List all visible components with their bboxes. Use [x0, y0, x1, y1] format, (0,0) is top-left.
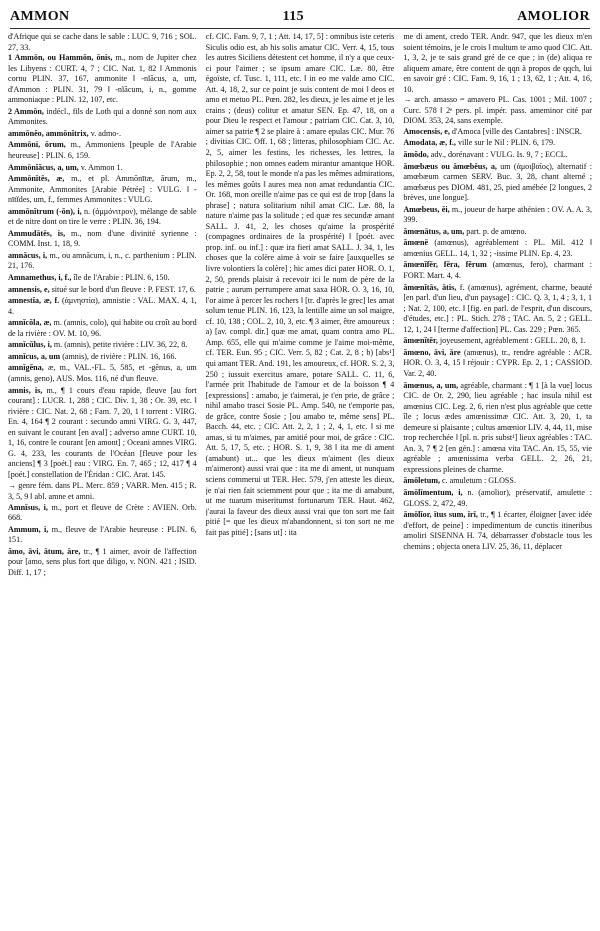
entry-definition: → arch. amasso = amavero PL. Cas. 1001 ; Mil. 1007 ; Curc. 578 ‖ 2ᵉ pers. pl. impér. pass. ameminor cité par DIOM. 353, 24, sans exemple.	[403, 95, 592, 126]
dictionary-entry	[8, 285, 197, 296]
entry-headword: Ammōnĭăcus, a, um,	[8, 162, 79, 172]
dictionary-entry	[206, 32, 395, 538]
entry-definition: m., ou amnăcum, i, n., c. parthenium : PLIN. 21, 176.	[8, 250, 197, 271]
dictionary-entry	[403, 381, 592, 476]
dictionary-entry	[8, 547, 197, 579]
dictionary-entry	[8, 503, 197, 524]
entry-headword: Amœbeus, ĕi,	[403, 204, 450, 214]
dictionary-entry	[8, 352, 197, 363]
entry-headword: amnensis, e,	[8, 284, 50, 294]
dictionary-entry	[8, 251, 197, 272]
entry-headword: ămœnĭfĕr, fĕra, fĕrum	[403, 260, 487, 270]
entry-definition: → genre fém. dans PL. Merc. 859 ; VARR. Men. 415 ; R. 3, 5, 9 ‖ abl. amne et amni.	[8, 481, 197, 501]
entry-definition: tr., ¶ 1 aimer, avoir de l'affection pour [amo, sens plus fort que diligo, v. NON. 421 ; ISID. Diff. 1, 17 ;	[8, 546, 197, 577]
entry-definition: (amnis), de rivière : PLIN. 16, 166.	[62, 351, 177, 361]
entry-headword: ămōlīmentum, i,	[403, 487, 463, 497]
dictionary-entry	[403, 476, 592, 487]
dictionary-entry	[8, 386, 197, 481]
entry-definition: (amœnus, fero), charmant : FORT. Mart. 4, 4.	[403, 260, 592, 281]
entry-definition: adv., dorénavant : VULG. Is. 9, 7 ; ECCL.	[430, 150, 568, 160]
dictionary-entry	[8, 363, 197, 384]
dictionary-entry	[403, 510, 592, 552]
dictionary-entry	[8, 525, 197, 546]
entry-headword: amnĭcŭlus, i,	[8, 340, 52, 350]
dictionary-entry	[8, 129, 197, 140]
entry-headword: amnăcus, i,	[8, 250, 48, 260]
entry-definition: agréable, charmant : ¶ 1 [à la vue] locus CIC. de Or. 2, 290, lieu agréable ; hac insula nihil est amœnius CIC. Leg. 2, 6, rien n'est plus agréable que cette île ; locus ædes amœnissimæ CIC. Att. 3, 20, 1, ta demeure si plaisante ; cultus amœnior LIV. 4, 44, 11, mise trop recherchée ‖ [pl. n. pris subst¹] lieux agréables : TAC. An. 3, 7 ¶ 2 [en gén.] : amœna vita TAC. An. 15, 55, vie agréable ; amœnissima verba GELL. 2, 26, 21, expressions pleines de charme.	[403, 380, 592, 474]
dictionary-entry	[8, 340, 197, 351]
left-guide-word: AMMON	[10, 9, 70, 24]
entry-headword: Amnīsus, i,	[8, 502, 48, 512]
entry-headword: ammōnĭtrum (-ŏn), i,	[8, 206, 82, 216]
entry-headword: ămœnē	[403, 238, 429, 248]
entry-definition: f. (amœnus), agrément, charme, beauté [en parl. d'un lieu, d'un paysage] : CIC. Q. 3, 1, 4 ; 3, 1, 1 ; Nat. 2, 100, etc. ‖ [fig. en parl. de l'esprit, d'un discours, d'études, etc.] : PL. Stich. 278 ; TAC. An. 5, 2 ; GELL. 12, 1, 24 ‖ [terme d'affection] PL. Cas. 229 ; Pœn. 365.	[403, 282, 592, 334]
entry-definition: île de l'Arabie : PLIN. 6, 150.	[73, 273, 170, 283]
column-3	[403, 32, 592, 927]
entry-definition: m., nom de Jupiter chez les Libyens : CURT. 4, 7 ; CIC. Nat. 1, 82 ‖ Ammonis cornu PLIN. 37, 167, ammonite ‖ -nĭăcus, a, um, d'Ammon : PLIN. 31, 79 ‖ -nĭăcum, i, n., gomme ammoniaque : PLIN. 12, 107, etc.	[8, 53, 197, 105]
entry-headword: ămōletum,	[403, 476, 440, 486]
entry-headword: ămœnus, a, um,	[403, 380, 459, 390]
entry-definition: (amœnus), tr., rendre agréable : ACR. HOR. O. 3, 4, 15 ‖ réjouir : CYPR. Ep. 2, 1 ; CASSIOD. Var. 2, 40.	[403, 347, 592, 378]
header-rule	[10, 28, 590, 29]
entry-headword: ămōlĭor, ītus sum, īrī,	[403, 510, 478, 520]
dictionary-entry	[403, 138, 592, 149]
entry-definition: v. admo-.	[90, 128, 122, 138]
entry-definition: m. (amnis, colo), qui habite ou croît au bord de la rivière : OV. M. 10, 96.	[8, 318, 197, 338]
dictionary-entry	[403, 205, 592, 226]
entry-headword: ammōnĕo, ammōnĭtrix,	[8, 128, 89, 138]
entry-definition: indécl., fils de Loth qui a donné son nom aux Ammonites.	[8, 106, 197, 127]
entry-definition: ville sur le Nil : PLIN. 6, 179.	[457, 138, 556, 148]
entry-definition: d'Afrique qui se cache dans le sable : LUC. 9, 716 ; SOL. 27, 33.	[8, 32, 197, 52]
entry-headword: ămœnĭtās, ātis,	[403, 282, 457, 292]
entry-definition: m., nom d'une divinité syrienne : COMM. Inst. 1, 18, 9.	[8, 228, 197, 249]
entry-definition: m., et pl. Ammōnītæ, ārum, m., Ammonite, Ammonites [Arabie Pétrée] : VULG. ‖ -nītĭdes, um, f., femmes Ammonites : VULG.	[8, 174, 197, 205]
dictionary-entry	[403, 227, 592, 238]
dictionary-entry	[403, 127, 592, 138]
entry-definition: cf. CIC. Fam. 9, 7, 1 ; Att. 14, 17, 5] : omnibus iste ceteris Siculis odio est, ab his solis amatur CIC. Verr. 4, 15, tous les autres Siciliens détestent cet homme, il n'y a que ceux-ci pour l'aimer ; se ipsum amare CIC. Læ. 80, être égoïste, cf. Tusc. 1, 111, etc. ‖ in eo me valde amo CIC. Att. 4, 18, 2, sur ce point je suis content de moi ‖ deos et amo et metuo PL. Pœn. 282, les dieux, je les aime et je les crains ; (deus) colitur et amatur SEN. Ep. 47, 18, on a pour Dieu le respect et l'amour ; patriam CIC. Cat. 3, 10, aimer sa patrie ¶ 2 se plaire à : amare epulas CIC. Mur. 76 ; divitias CIC. Off. 1, 68 ; litteras, philosophiam CIC. Ac. 2, 5, aimer les festins, les richesses, les lettres, la philosophie ; non omnes eadem mirantur amantque HOR. Ep. 2, 2, 58, tout le monde n'a pas les mêmes admirations, les mêmes goûts ‖ aures mea non amat redundantia CIC. Or. 168, mon oreille n'aime pas ce qui est de trop [dans la phrase] ; natura solitarium nihil amat CIC. Læ. 88, la nature n'aime pas la solitude ; ed quæ res secundæ amant SALL. J. 41, 2, les choses qu'aime la prospérité (compagnes ordinaires de la prospérité) ‖ [poét. avec prop. inf. ou inf.] : quæ ira fieri amat SALL. J. 34, 1, les choses que la colère aime à voir se faire [auxquelles se livre volontiers la colère] ; hic ames dici pater HOR. O. 1, 2, 50, prends plaisir à recevoir ici le nom de père de la patrie ; aurum perrumpere amat saxa HOR. O. 3, 16, 10, l'or aime à percer les rochers ‖ [tr. d'après le grec] les amat solum tenue PLIN. 16, 123, la lentille aime un sol maigre, cf. 10, 138 ; COL. 2, 10, 3, etc. ¶ 3 aimer, être amoureux : a) [av. compl. dir.] quæ me amat, quam contra amo PL. Amp. 655, elle qui m'aime comme je l'aime moi-même, cf. TER. Eun. 95 ; CIC. Verr. 5, 82 ; Cat. 2, 8 ; b) [abs¹] qui amant TER. And. 191, les amoureux, cf. HOR. S. 2, 3, 250 ; iussuit exercitus amare, potare SALL. C. 11, 6, l'armée prit l'habitude de l'amour et de la boisson ¶ 4 [expressions] : amabo, je t'aimerai, je t'en prie, de grâce ; nihil amabo trasci Sosie PL. Amp. 540, ne t'emporte pas, de grâce, contre Sosie ; [ou amabo te, même sens] PL. Bacch. 44, etc. ; CIC. Att. 2, 2, 1 ; 2, 4, 1, etc. ‖ si me amas, si tu m'aimes, par amitié pour moi, de grâce : CIC. Att. 5, 17, 5, etc. ; HOR. S. 1, 9, 38 ‖ ita me di ament (amabunt) ut... que les dieux m'aiment (les dieux m'aimeront) aussi vrai que : ita me di ament, ut nunquam sciens commerui ut TER. Hec. 579, j'en atteste les dieux, je n'ai rien fait sciemment pour que ; ita me di amabunt, ut me tuarum miseritumst fortunarum TER. Haut. 462, j'aurai la faveur des dieux aussi vrai que ton sort me fait pitié [= que les dieux m'abandonnent, si ton sort ne me fait pas pitié] ; [sans ut] : ita	[205, 32, 395, 537]
entry-headword: Ammum, i,	[8, 524, 49, 534]
right-guide-word: AMOLIOR	[517, 9, 590, 24]
entry-definition: n. (ἀμμόνιτρον), mélange de sable et de nitre dont on tire le verre : PLIN. 36, 194.	[8, 206, 197, 227]
dictionary-entry	[8, 32, 197, 53]
entry-headword: Amnamethus, i, f.,	[8, 273, 72, 283]
entry-headword: amnĭcŏla, æ,	[8, 318, 52, 328]
entry-headword: amnĭgĕna,	[8, 363, 44, 373]
dictionary-entry	[403, 348, 592, 380]
entry-headword: Ammudātēs, is,	[8, 228, 66, 238]
entry-headword: ămŏdo,	[403, 150, 429, 160]
entry-definition: (amœnus), agréablement : PL. Mil. 412 ‖ amœnius GELL. 14, 1, 32 ; -issime PLIN. Ep. 4, 23.	[403, 238, 592, 258]
entry-definition: æ, m., VAL.-FL. 5, 585, et -gĕnus, a, um (amnis, geno), AUS. Mos. 116, né d'un fleuve.	[8, 363, 197, 383]
entry-definition: m., joueur de harpe athénien : OV. A. A. 3, 399.	[403, 204, 592, 225]
dictionary-entry	[403, 162, 592, 204]
dictionary-entry	[8, 481, 197, 502]
dictionary-entry	[403, 150, 592, 161]
entry-definition: d'Amoca [ville des Cantabres] : INSCR.	[451, 126, 582, 136]
entry-definition: (ἀμνηστία), amnistie : VAL. MAX. 4, 1, 4.	[8, 296, 197, 316]
entry-headword: Ammōni, ōrum,	[8, 140, 66, 150]
page-number: 115	[282, 9, 305, 24]
entry-headword: ămœnātus, a, um,	[403, 226, 465, 236]
entry-definition: um (ἀμοιβαῖος), alternatif : amœbæum carmen SERV. Buc. 3, 28, chant alterné ; amœbæus pes DIOM. 481, 25, pied amébée [2 longues, 2 brèves, une longue].	[403, 161, 592, 203]
dictionary-entry	[8, 140, 197, 161]
entry-headword: Amodata, æ, f.,	[403, 138, 456, 148]
column-1	[8, 32, 197, 927]
entry-definition: tr., ¶ 1 écarter, éloigner [avec idée d'effort, de peine] : impedimentum de cunctis itineribus amoliri SISENNA H. 74, débarrasser d'obstacle tous les chemins ; objecta onera LIV. 25, 36, 11, déplacer	[403, 510, 592, 551]
running-header	[10, 6, 590, 28]
dictionary-entry	[403, 283, 592, 336]
entry-headword: 2 Ammōn,	[8, 106, 44, 116]
entry-definition: v. Ammon 1.	[80, 162, 123, 172]
dictionary-entry	[8, 273, 197, 284]
entry-headword: Amocensis, e,	[403, 126, 450, 136]
entry-definition: m., Ammoniens [peuple de l'Arabie heureuse] : PLIN. 6, 159.	[8, 140, 197, 161]
entry-definition: part. p. de amœno.	[466, 226, 527, 236]
entry-definition: c. amuletum : GLOSS.	[442, 476, 516, 486]
dictionary-entry	[403, 238, 592, 259]
entry-definition: situé sur le bord d'un fleuve : P. FEST. 17, 6.	[51, 284, 196, 294]
dictionary-entry	[8, 318, 197, 339]
entry-definition: m. (amnis), petite rivière : LIV. 36, 22, 8.	[53, 340, 188, 350]
entry-headword: 1 Ammōn, ou Hammōn, ōnis,	[8, 53, 113, 63]
entry-headword: ămo, āvi, ātum, āre,	[8, 546, 81, 556]
entry-headword: ămœbæus ou ămœbēus, a,	[403, 161, 497, 171]
dictionary-entry	[8, 163, 197, 174]
entry-definition: m., port et fleuve de Crète : AVIEN. Orb. 668.	[8, 502, 197, 523]
dictionary-entry	[8, 53, 197, 106]
dictionary-entry	[403, 95, 592, 127]
dictionary-entry	[8, 174, 197, 206]
dictionary-entry	[8, 296, 197, 317]
entry-headword: Ammōnītēs, æ,	[8, 174, 65, 184]
text-columns	[8, 32, 592, 927]
entry-definition: m., ¶ 1 cours d'eau rapide, fleuve [au fort courant] : LUCR. 1, 288 ; CIC. Div. 1, 38 ; Or. 39, etc. ‖ rivière : CIC. Nat. 2, 68 ; Fam. 7, 20, 1 ‖ torrent : VIRG. En. 4, 164 ¶ 2 courant : secundo amni VIRG. G. 3, 447, en suivant le courant [en aval] ; adverso amne CURT. 10, 1, 16, contre le courant [en amont] ; Oceani amnes VIRG. G. 4, 233, les courants de l'Océan [fleuve pour les anciens] ¶ 3 [poét.] eau : VIRG. En. 7, 465 ; 12, 417 ¶ 4 [poét.] constellation de l'Éridan : CIC. Arat. 145.	[8, 385, 197, 479]
entry-headword: amnis, is,	[8, 385, 43, 395]
dictionary-entry	[403, 488, 592, 509]
entry-definition: joyeusement, agréablement : GELL. 20, 8, 1.	[439, 336, 586, 346]
dictionary-entry	[403, 336, 592, 347]
entry-definition: me di ament, credo TER. Andr. 947, que les dieux m'en soient témoins, je le crois ‖ multum te amo quod CIC. Att. 1, 3, 2, je te sais grand gré de ce que ; in (de) aliqua re aliquem amare, être content de qqn à propos de qqch, lui en savoir gré : CIC. Fam. 9, 16, 1 ; 13, 62, 1 ; Att. 4, 16, 10.	[403, 32, 592, 94]
entry-headword: amnestĭa, æ, f.	[8, 296, 60, 306]
dictionary-entry	[8, 107, 197, 128]
column-2	[206, 32, 395, 927]
entry-headword: ămœnĭtĕr,	[403, 336, 438, 346]
entry-headword: ămœno, āvi, āre	[403, 347, 461, 357]
dictionary-entry	[8, 207, 197, 228]
entry-definition: m., fleuve de l'Arabie heureuse : PLIN. 6, 151.	[8, 524, 197, 545]
dictionary-entry	[403, 260, 592, 281]
entry-definition: n. (amolior), préservatif, amulette : GLOSS. 2, 472, 49.	[403, 487, 592, 508]
dictionary-entry	[403, 32, 592, 95]
dictionary-entry	[8, 229, 197, 250]
entry-headword: amnĭcus, a, um	[8, 351, 61, 361]
